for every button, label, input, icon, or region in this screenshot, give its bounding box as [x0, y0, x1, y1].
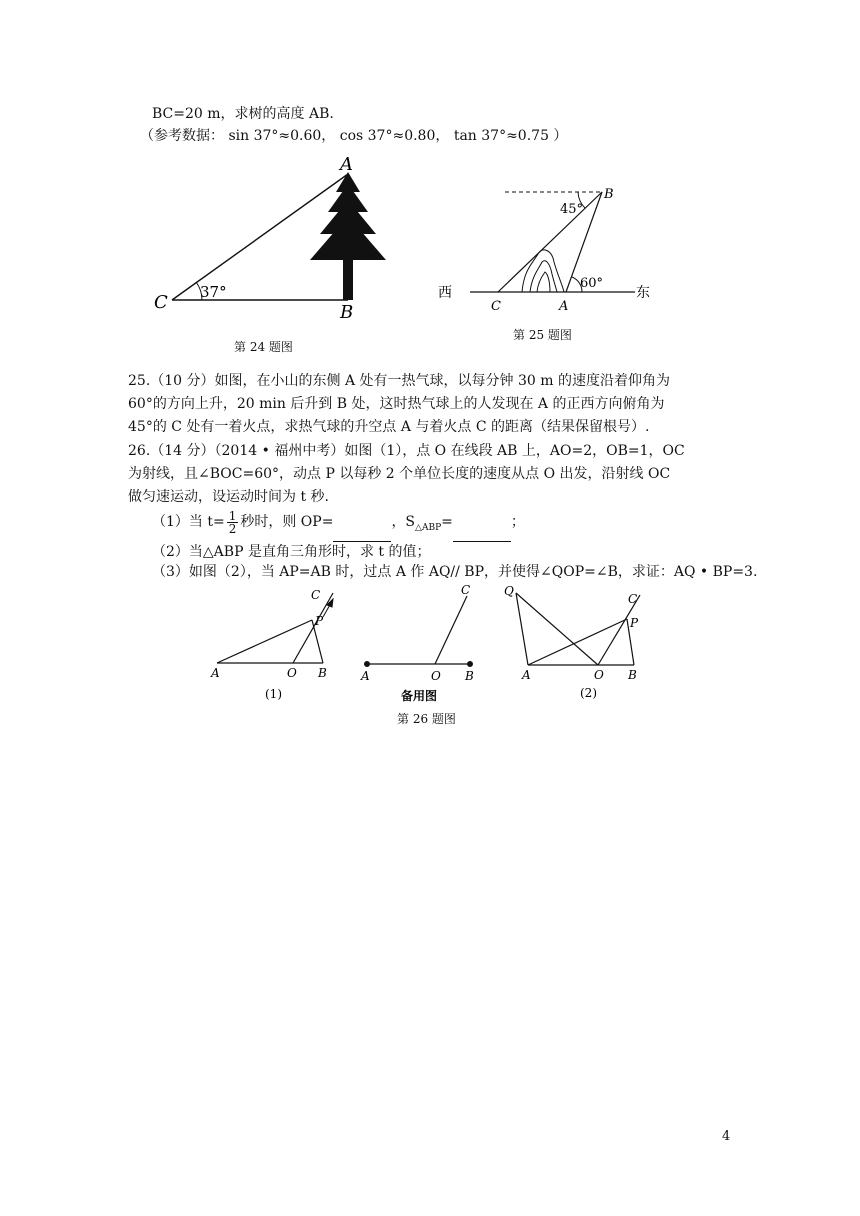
tree-icon — [310, 172, 386, 300]
fig26-caption: 第 26 题图 — [397, 712, 456, 726]
fig25-label-a: A — [559, 299, 569, 310]
question-26: 26.（14 分）（2014 • 福州中考）如图（1），点 O 在线段 AB 上，AO=2，OB=1，OC 为射线，且∠BOC=60°，动点 P 以每秒 2 个单位长度的速度从点 O 出发，沿射线 OC 做匀速运动，设运动时间为 t 秒. — [128, 443, 685, 505]
fig25-label-c: C — [491, 299, 501, 310]
answer-blank-area[interactable] — [453, 527, 511, 542]
fig24-line-ca — [172, 174, 348, 300]
fig26-1-caption: (1) — [265, 687, 282, 700]
fig25-angle60-label: 60° — [580, 276, 604, 291]
q26-part1-prefix: （1）当 t= — [152, 514, 225, 530]
fig26-3-label-q: Q — [504, 584, 514, 598]
figure-26-1 — [205, 585, 345, 700]
fig26-1-label-c: C — [311, 588, 321, 602]
q26-part1-s: ，S — [391, 514, 416, 530]
fig25-label-b: B — [604, 187, 614, 202]
fig24-angle-label: 37° — [200, 283, 227, 301]
fig26-3-label-b: B — [628, 668, 637, 682]
figure-26-backup — [355, 582, 490, 707]
fig25-west-label: 西 — [438, 285, 452, 301]
fig26-2-label-c: C — [461, 583, 471, 597]
fig26-2-caption: 备用图 — [401, 689, 438, 703]
fig26-1-label-b: B — [318, 666, 327, 680]
answer-blank-op[interactable] — [333, 527, 391, 542]
fig26-2-label-b: B — [465, 669, 474, 683]
fig24-label-c: C — [154, 292, 168, 313]
figure-24 — [150, 150, 390, 325]
fig26-2-label-a: A — [361, 669, 370, 683]
q26-part2: （2）当△ABP 是直角三角形时，求 t 的值； — [152, 544, 431, 560]
q26-part1-eq: = — [441, 514, 453, 530]
q26-part3: （3）如图（2），当 AP=AB 时，过点 A 作 AQ// BP，并使得∠QOP=∠B，求证：AQ • BP=3. — [152, 564, 758, 580]
page-number: 4 — [722, 1129, 731, 1144]
fig25-caption: 第 25 题图 — [513, 328, 572, 342]
fig26-3-label-p: P — [630, 616, 639, 630]
fig25-angle45-label: 45° — [560, 202, 584, 217]
fig26-3-label-a: A — [522, 668, 531, 682]
figure-25 — [430, 180, 660, 310]
frac-denominator: 2 — [228, 521, 237, 536]
q26-part1-end: ； — [510, 514, 525, 530]
fig26-3-label-o: O — [594, 668, 604, 682]
fig25-east-label: 东 — [636, 285, 650, 301]
fig24-caption: 第 24 题图 — [234, 340, 293, 354]
fig24-label-b: B — [340, 302, 354, 323]
point-b-dot — [467, 661, 473, 667]
figure-26-2 — [500, 583, 650, 701]
q26-part1-sub: △ABP — [415, 522, 442, 533]
fraction-one-half — [227, 510, 239, 535]
q26-part1 — [152, 508, 525, 542]
hill-icon — [522, 250, 564, 292]
frac-numerator: 1 — [228, 508, 237, 523]
fig26-3-caption: (2) — [580, 686, 597, 700]
fig24-label-a: A — [340, 154, 353, 175]
fig26-2-label-o: O — [431, 669, 441, 683]
q24-line1: BC=20 m，求树的高度 AB. — [152, 106, 334, 122]
fig26-1-label-o: O — [287, 666, 297, 680]
question-25: 25.（10 分）如图，在小山的东侧 A 处有一热气球，以每分钟 30 m 的速度沿着仰角为 60°的方向上升，20 min 后升到 B 处，这时热气球上的人发现在 A 的正西方向俯角为 45°的 C 处有一着火点，求热气球的升空点 A 与着火点 C 的距离（结果保留根号）. — [128, 373, 670, 435]
point-a-dot — [364, 661, 370, 667]
fig26-1-label-p: P — [315, 614, 324, 628]
fig26-3-label-c: C — [628, 592, 638, 606]
fig26-1-label-a: A — [211, 666, 220, 680]
q26-part1-mid: 秒时，则 OP= — [240, 514, 334, 530]
q24-reference-data: （参考数据： sin 37°≈0.60， cos 37°≈0.80， tan 37°≈0.75 ） — [140, 128, 568, 144]
